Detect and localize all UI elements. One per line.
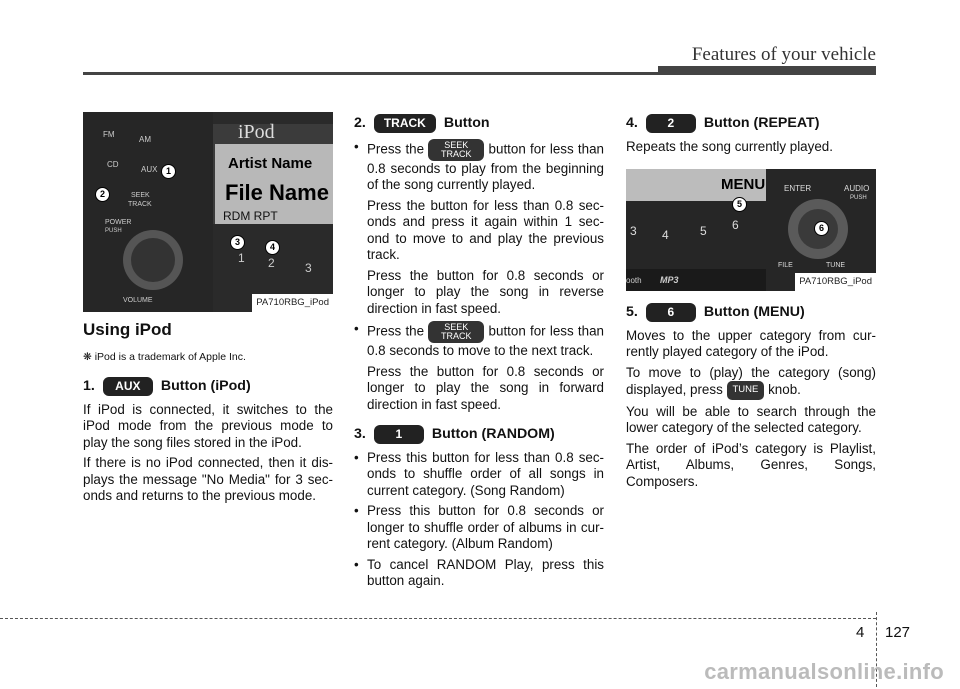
six-badge: 6 (646, 303, 696, 322)
push-label-2: PUSH (850, 195, 867, 201)
trademark-note: ❋ iPod is a trademark of Apple Inc. (83, 350, 246, 363)
bullet-text: Press the button for 0.8 seconds or longer to play the song in reverse direction in fast speed. (367, 267, 604, 316)
power-label: POWER (105, 219, 132, 226)
key-6: 6 (732, 218, 739, 232)
seek-bottom: TRACK (441, 331, 472, 341)
track-bullet-1 (354, 139, 604, 318)
display-mode: RDM RPT (223, 209, 278, 223)
push-label: PUSH (105, 228, 122, 234)
audio-label: AUDIO (844, 184, 870, 193)
tune-badge: TUNE (727, 381, 765, 400)
callout-6: 6 (814, 221, 829, 236)
file-label: FILE (778, 262, 793, 269)
repeat-paragraph: Repeats the song currently played. (626, 138, 833, 154)
cd-label: CD (107, 160, 119, 169)
menu-button-heading (626, 303, 876, 322)
image-caption-2: PA710RBG_iPod (795, 273, 876, 292)
heading-number: 2. (354, 115, 366, 131)
radio-illustration (83, 112, 333, 312)
display-file: File Name (225, 180, 329, 205)
footer-rule (0, 618, 876, 619)
repeat-button-heading (626, 114, 876, 133)
bullet-text: Press the (367, 323, 425, 339)
aux-paragraph-2: If there is no iPod connected, then it dis- plays the message "No Media" for 3 sec- onds and returns to the previous mode. (83, 455, 333, 503)
bullet-text: button for less than 0.8 seconds to play from the beginning of the song currently played. (367, 141, 604, 192)
heading-title: Button (iPod) (160, 378, 251, 394)
key-3: 3 (305, 261, 312, 275)
column-2 (354, 112, 604, 594)
callout-5: 5 (732, 197, 747, 212)
key-3b: 3 (630, 224, 637, 238)
callout-1: 1 (161, 164, 176, 179)
seek-bottom: TRACK (441, 148, 472, 159)
seek-top: SEEK (444, 322, 469, 332)
section-heading: Using iPod (83, 320, 172, 339)
menu-paragraph-2 (626, 365, 876, 400)
watermark: carmanualsonline.info (704, 659, 944, 684)
volume-label: VOLUME (123, 297, 153, 304)
heading-title: Button (RANDOM) (431, 426, 555, 442)
key-2: 2 (268, 256, 275, 270)
heading-number: 5. (626, 304, 638, 320)
track-bullet-2 (354, 321, 604, 413)
page-number: 127 (885, 624, 911, 641)
heading-number: 1. (83, 378, 95, 394)
random-bullet-1: • Press this button for less than 0.8 sec- onds to shuffle order of all songs in current category. (Song Random) (354, 450, 604, 500)
tune-label: TUNE (826, 262, 846, 269)
seek-track-badge (428, 321, 484, 343)
aux-badge: AUX (103, 377, 153, 396)
random-button-heading (354, 425, 604, 444)
bullet-text: Press the button for less than 0.8 sec- onds and press it again within 1 sec- ond to move to and play the previous track. (367, 197, 604, 262)
key-5: 5 (700, 224, 707, 238)
random-bullet-3: • To cancel RANDOM Play, press this button again. (354, 557, 604, 590)
display-title: iPod (238, 121, 275, 143)
menu-paragraph-3: You will be able to search through the lower category of the selected category. (626, 403, 876, 435)
bullet-text: Press the (367, 141, 425, 157)
image-caption: PA710RBG_iPod (252, 294, 333, 313)
one-badge: 1 (374, 425, 424, 444)
heading-title: Button (REPEAT) (703, 115, 820, 131)
paragraph-text: knob. (768, 381, 801, 397)
heading-number: 3. (354, 426, 366, 442)
am-label: AM (139, 135, 151, 144)
key-4: 4 (662, 228, 669, 242)
heading-title: Button (MENU) (703, 304, 805, 320)
heading-number: 4. (626, 115, 638, 131)
mp3-label: MP3 (660, 275, 679, 285)
random-bullet-2: • Press this button for 0.8 seconds or longer to shuffle order of albums in cur- rent category. (Album Random) (354, 503, 604, 553)
key-1: 1 (238, 251, 245, 265)
seek-track-badge (428, 139, 484, 161)
track-label: TRACK (128, 201, 152, 208)
seek-label: SEEK (131, 192, 150, 199)
column-3 (626, 112, 876, 494)
menu-knob-photo (626, 169, 876, 291)
callout-4: 4 (265, 240, 280, 255)
callout-2: 2 (95, 187, 110, 202)
track-badge: TRACK (374, 114, 436, 133)
header-title: Features of your vehicle (691, 44, 876, 65)
bullet-text: Press the button for 0.8 seconds or longer to play the song in forward direction in fast speed. (367, 363, 604, 412)
bt-label: ooth (626, 276, 642, 285)
header-bar (658, 66, 876, 75)
aux-button-heading (83, 377, 333, 396)
two-badge: 2 (646, 114, 696, 133)
callout-3: 3 (230, 235, 245, 250)
aux-label: AUX (141, 165, 158, 174)
bullet-text: button for less than 0.8 seconds to move to the next track. (367, 323, 604, 358)
menu-paragraph-4: The order of iPod’s category is Playlist, Artist, Albums, Genres, Songs, Composers. (626, 440, 876, 489)
seek-top: SEEK (444, 139, 469, 150)
display-artist: Artist Name (228, 155, 313, 172)
menu-paragraph-1: Moves to the upper category from cur- rently played category of the iPod. (626, 327, 876, 359)
ipod-radio-photo (83, 112, 333, 312)
fm-label: FM (103, 130, 115, 139)
aux-paragraph-1: If iPod is connected, it switches to the iPod mode from the previous mode to play the song files stored in the iPod. (83, 401, 333, 450)
enter-label: ENTER (784, 184, 812, 193)
heading-title: Button (443, 115, 490, 131)
chapter-number: 4 (856, 624, 865, 641)
track-button-heading (354, 114, 604, 133)
column-1 (83, 112, 333, 509)
menu-display: MENU (721, 176, 766, 193)
paragraph-text: To move to (play) the category (song) displayed, press (626, 364, 876, 397)
